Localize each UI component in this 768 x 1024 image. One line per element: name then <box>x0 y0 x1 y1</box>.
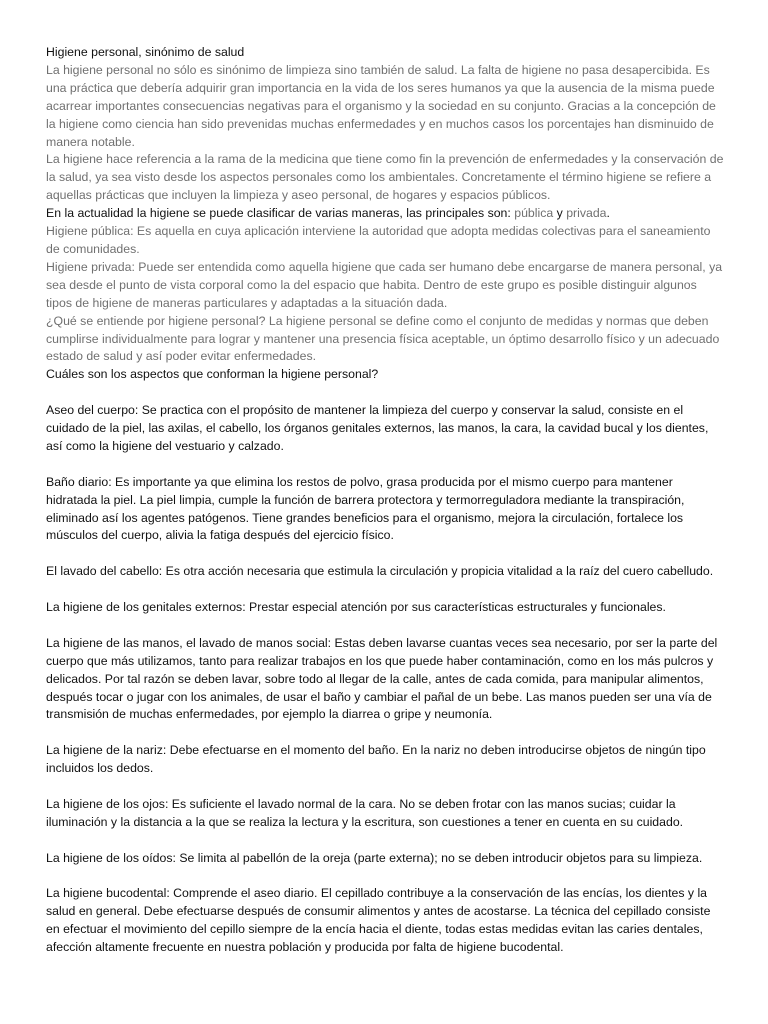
intro-paragraph-1: La higiene personal no sólo es sinónimo de limpieza sino también de salud. La falta de higiene no pasa desapercibida. Es una práctica que debería adquirir gran importancia en la vida de los seres humanos ya que la ausencia de la misma puede acarrear importantes consecuencias negativas para el organismo y la sociedad en su conjunto. Gracias a la concepción de la higiene como ciencia han sido prevenidas muchas enfermedades y en muchos casos los porcentajes han disminuido de manera notable. <box>46 62 716 149</box>
question-label: ¿Qué se entiende por higiene personal? <box>46 313 266 328</box>
publica-word: pública <box>514 206 554 221</box>
aseo-cuerpo-paragraph: Aseo del cuerpo: Se practica con el propósito de mantener la limpieza del cuerpo y conservar la salud, consiste en el cuidado de la piel, las axilas, el cabello, los órganos genitales externos, las manos, la cara, la cavidad bucal y los dientes, así como la higiene del vestuario y calzado. <box>46 403 709 453</box>
question-text: La higiene personal se define como el conjunto de medidas y normas que deben cumplirse individualmente para lograr y mantener una presencia física aceptable, un óptimo desarrollo físico y un adecuado estado de salud y así poder evitar enfermedades. <box>46 313 720 364</box>
publica-text: Es aquella en cuya aplicación interviene la autoridad que adopta medidas colectivas para el saneamiento de comunidades. <box>46 224 711 256</box>
publica-paragraph <box>46 223 726 259</box>
document-page <box>46 44 726 957</box>
document-title: Higiene personal, sinónimo de salud <box>46 45 245 59</box>
publica-label: Higiene pública: <box>46 224 134 239</box>
bano-diario-paragraph: Baño diario: Es importante ya que elimina los restos de polvo, grasa producida por el mismo cuerpo para mantener hidratada la piel. La piel limpia, cumple la función de barrera protectora y termorreguladora mediante la transpiración, eliminado así los agentes patógenos. Tiene grandes beneficios para el organismo, mejora la circulación, fortalece los músculos del cuerpo, alivia la fatiga después del ejercicio físico. <box>46 474 685 543</box>
genitales-paragraph: La higiene de los genitales externos: Prestar especial atención por sus características estructurales y funcionales. <box>46 600 666 615</box>
intro-section <box>46 44 726 384</box>
intro-paragraph-3 <box>46 205 726 223</box>
intro-paragraph-3-text: En la actualidad la higiene se puede clasificar de varias maneras, las principales son: <box>46 206 515 221</box>
privada-word: privada <box>566 206 607 221</box>
lavado-cabello-paragraph: El lavado del cabello: Es otra acción necesaria que estimula la circulación y propicia vitalidad a la raíz del cuero cabelludo. <box>46 564 714 579</box>
intro-y-word: y <box>553 206 567 221</box>
manos-paragraph: La higiene de las manos, el lavado de manos social: Estas deben lavarse cuantas veces sea necesario, por ser la parte del cuerpo que más utilizamos, tanto para realizar trabajos en los que puede haber contaminación, como en los más pulcros y delicados. Por tal razón se deben lavar, sobre todo al llegar de la calle, antes de cada comida, para manipular alimentos, después tocar o jugar con los animales, de usar el baño y cambiar el pañal de un bebe. Las manos pueden ser una vía de transmisión de muchas enfermedades, por ejemplo la diarrea o gripe y neumonía. <box>46 635 718 722</box>
question-paragraph <box>46 313 726 367</box>
nariz-paragraph: La higiene de la nariz: Debe efectuarse en el momento del baño. En la nariz no deben introducirse objetos de ningún tipo incluidos los dedos. <box>46 743 706 776</box>
intro-paragraph-2: La higiene hace referencia a la rama de la medicina que tiene como fin la prevención de enfermedades y la conservación de la salud, ya sea visto desde los aspectos personales como los ambientales. Concretamente el término higiene se refiere a aquellas prácticas que incluyen la limpieza y aseo personal, de hogares y espacios públicos. <box>46 152 724 203</box>
privada-text: Puede ser entendida como aquella higiene que cada ser humano debe encargarse de manera personal, ya sea desde el punto de vista corporal como la del espacio que habita. Dentro de este grupo es posible distinguir algunos tipos de higiene de maneras particulares y adaptadas a la situación dada. <box>46 259 723 310</box>
bucodental-paragraph: La higiene bucodental: Comprende el aseo diario. El cepillado contribuye a la conservación de las encías, los dientes y la salud en general. Debe efectuarse después de consumir alimentos y antes de acostarse. La técnica del cepillado consiste en efectuar el movimiento del cepillo siempre de la encía hacia el diente, todas estas medidas evitan las caries dentales, afección altamente frecuente en nuestra población y producida por falta de higiene bucodental. <box>46 886 711 955</box>
oidos-paragraph: La higiene de los oídos: Se limita al pabellón de la oreja (parte externa); no se deben introducir objetos para su limpieza. <box>46 850 703 865</box>
intro-period: . <box>606 206 610 221</box>
aspects-list <box>46 384 726 957</box>
ojos-paragraph: La higiene de los ojos: Es suficiente el lavado normal de la cara. No se deben frotar con las manos sucias; cuidar la iluminación y la distancia a la que se realiza la lectura y la escritura, son cuestiones a tener en cuenta en su cuidado. <box>46 796 684 829</box>
privada-paragraph <box>46 259 726 313</box>
privada-label: Higiene privada: <box>46 259 135 274</box>
aspects-heading: Cuáles son los aspectos que conforman la higiene personal? <box>46 367 379 382</box>
